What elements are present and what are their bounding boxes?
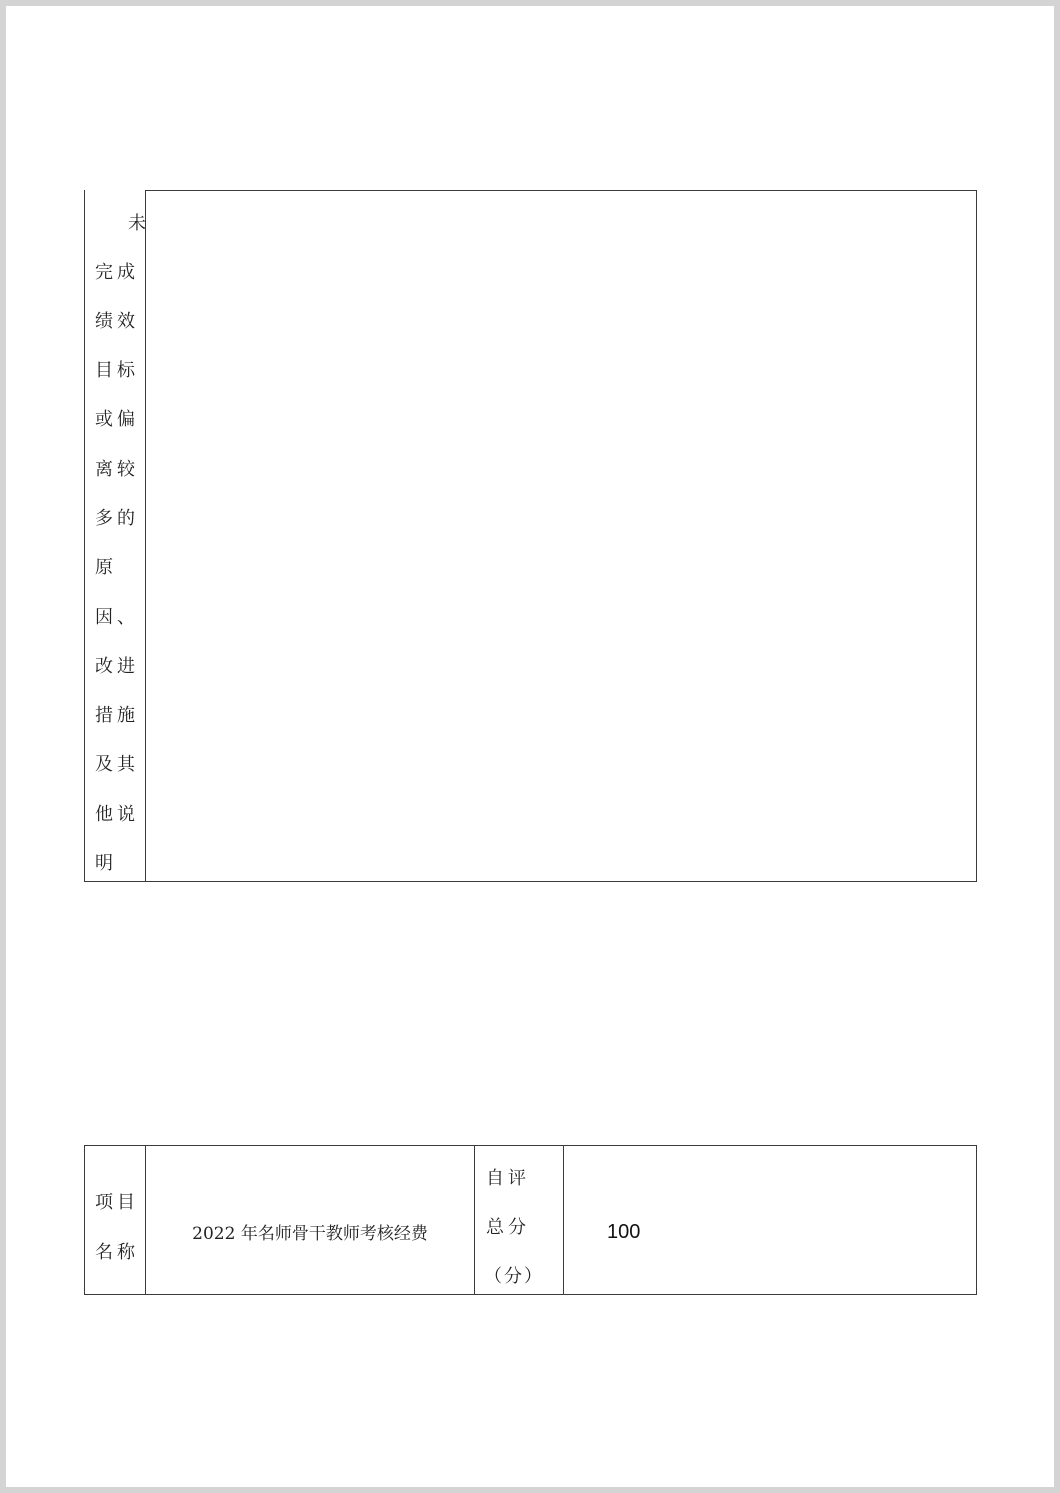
label-line: （分）	[484, 1266, 544, 1287]
label-line: 目标	[95, 360, 139, 381]
document-page	[6, 6, 1054, 1487]
table-divider	[145, 190, 146, 882]
table-border-bottom	[84, 881, 977, 882]
table-border-top	[84, 1145, 977, 1146]
table-border-top	[145, 190, 977, 191]
label-line: 项目	[95, 1192, 139, 1213]
label-line: 未	[128, 213, 150, 234]
label-line: 或偏	[95, 409, 139, 430]
label-line: 多的	[95, 508, 139, 529]
label-line: 他说	[95, 804, 139, 825]
label-line: 原	[95, 557, 117, 578]
label-line: 自评	[486, 1168, 530, 1189]
table-border-right	[976, 190, 977, 882]
label-line: 绩效	[95, 311, 139, 332]
label-line: 措施	[95, 705, 139, 726]
label-line: 明	[95, 853, 117, 874]
explanation-content-cell	[156, 206, 956, 866]
table-divider	[563, 1145, 564, 1295]
label-line: 及其	[95, 754, 139, 775]
table-border-right	[976, 1145, 977, 1295]
label-line: 因、	[95, 607, 139, 628]
table-divider	[145, 1145, 146, 1295]
table-border-left	[84, 190, 85, 882]
label-line: 离较	[95, 459, 139, 480]
label-line: 完成	[95, 262, 139, 283]
table-border-left	[84, 1145, 85, 1295]
table-divider	[474, 1145, 475, 1295]
label-line: 改进	[95, 656, 139, 677]
self-score-value: 100	[607, 1221, 641, 1243]
table-border-bottom	[84, 1294, 977, 1295]
label-line: 总分	[486, 1217, 530, 1238]
project-name-value: 2022 年名师骨干教师考核经费	[192, 1224, 428, 1244]
label-line: 名称	[95, 1242, 139, 1263]
